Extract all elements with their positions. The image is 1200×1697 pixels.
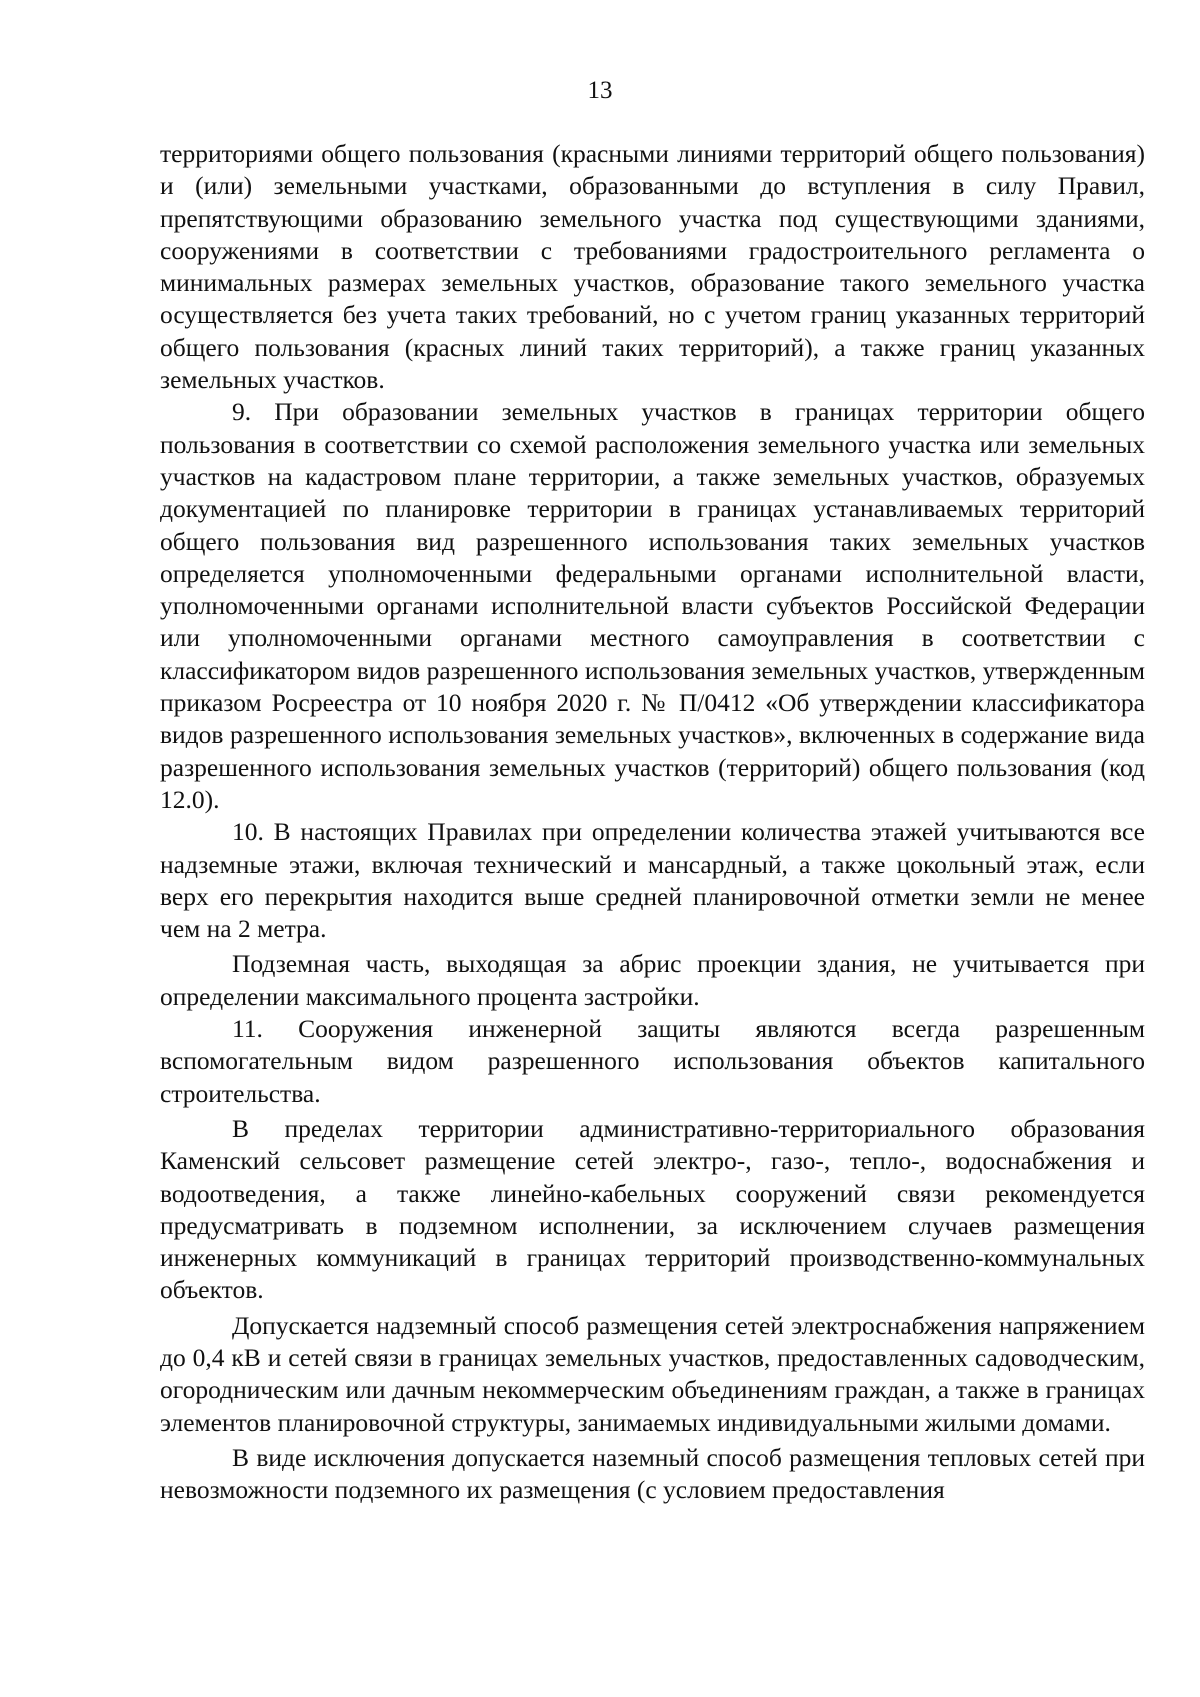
paragraph-heat-networks: В виде исключения допускается наземный способ размещения тепловых сетей при невозможности подземного их размещения (с условием предоставления [160,1442,1145,1505]
paragraph-item-9: 9. При образовании земельных участков в границах территории общего пользования в соответствии со схемой расположения земельного участка или земельных участков на кадастровом плане территории, а также земельных участков, образуемых документацией по планировке территории в границах устанавливаемых территорий общего пользования вид разрешенного использования таких земельных участков определяется уполномоченными федеральными органами исполнительной власти, уполномоченными органами исполнительной власти субъектов Российской Федерации или уполномоченными органами местного самоуправления в соответствии с классификатором видов разрешенного использования земельных участков, утвержденным приказом Росреестра от 10 ноября 2020 г. № П/0412 «Об утверждении классификатора видов разрешенного использования земельных участков», включенных в содержание вида разрешенного использования земельных участков (территорий) общего пользования (код 12.0). [160,397,1145,814]
paragraph-overhead-networks: Допускается надземный способ размещения сетей электроснабжения напряжением до 0,4 кВ и сетей связи в границах земельных участков, предоставленных садоводческим, огородническим или дачным некоммерческим объединениям граждан, а также в границах элементов планировочной структуры, занимаемых индивидуальными жилыми домами. [160,1310,1145,1437]
paragraph-underground-part: Подземная часть, выходящая за абрис проекции здания, не учитывается при определении максимального процента застройки. [160,949,1145,1011]
paragraph-item-10: 10. В настоящих Правилах при определении количества этажей учитываются все надземные этажи, включая технический и мансардный, а также цокольный этаж, если верх его перекрытия находится выше средней планировочной отметки земли не менее чем на 2 метра. [160,817,1145,944]
page-number: 13 [587,77,613,104]
paragraph-continuation: территориями общего пользования (красными линиями территорий общего пользования) и (или) земельными участками, образованными до вступления в силу Правил, препятствующими образованию земельного участка под существующими зданиями, сооружениями в соответствии с требованиями градостроительного регламента о минимальных размерах земельных участков, образование такого земельного участка осуществляется без учета таких требований, но с учетом границ указанных территорий общего пользования (красных линий таких территорий), а также границ указанных земельных участков. [160,139,1145,395]
document-body [160,138,1145,1506]
paragraph-item-11: 11. Сооружения инженерной защиты являются всегда разрешенным вспомогательным видом разрешенного использования объектов капитального строительства. [160,1014,1145,1108]
paragraph-utility-networks: В пределах территории административно-территориального образования Каменский сельсовет размещение сетей электро-, газо-, тепло-, водоснабжения и водоотведения, а также линейно-кабельных сооружений связи рекомендуется предусматривать в подземном исполнении, за исключением случаев размещения инженерных коммуникаций в границах территорий производственно-коммунальных объектов. [160,1113,1145,1305]
